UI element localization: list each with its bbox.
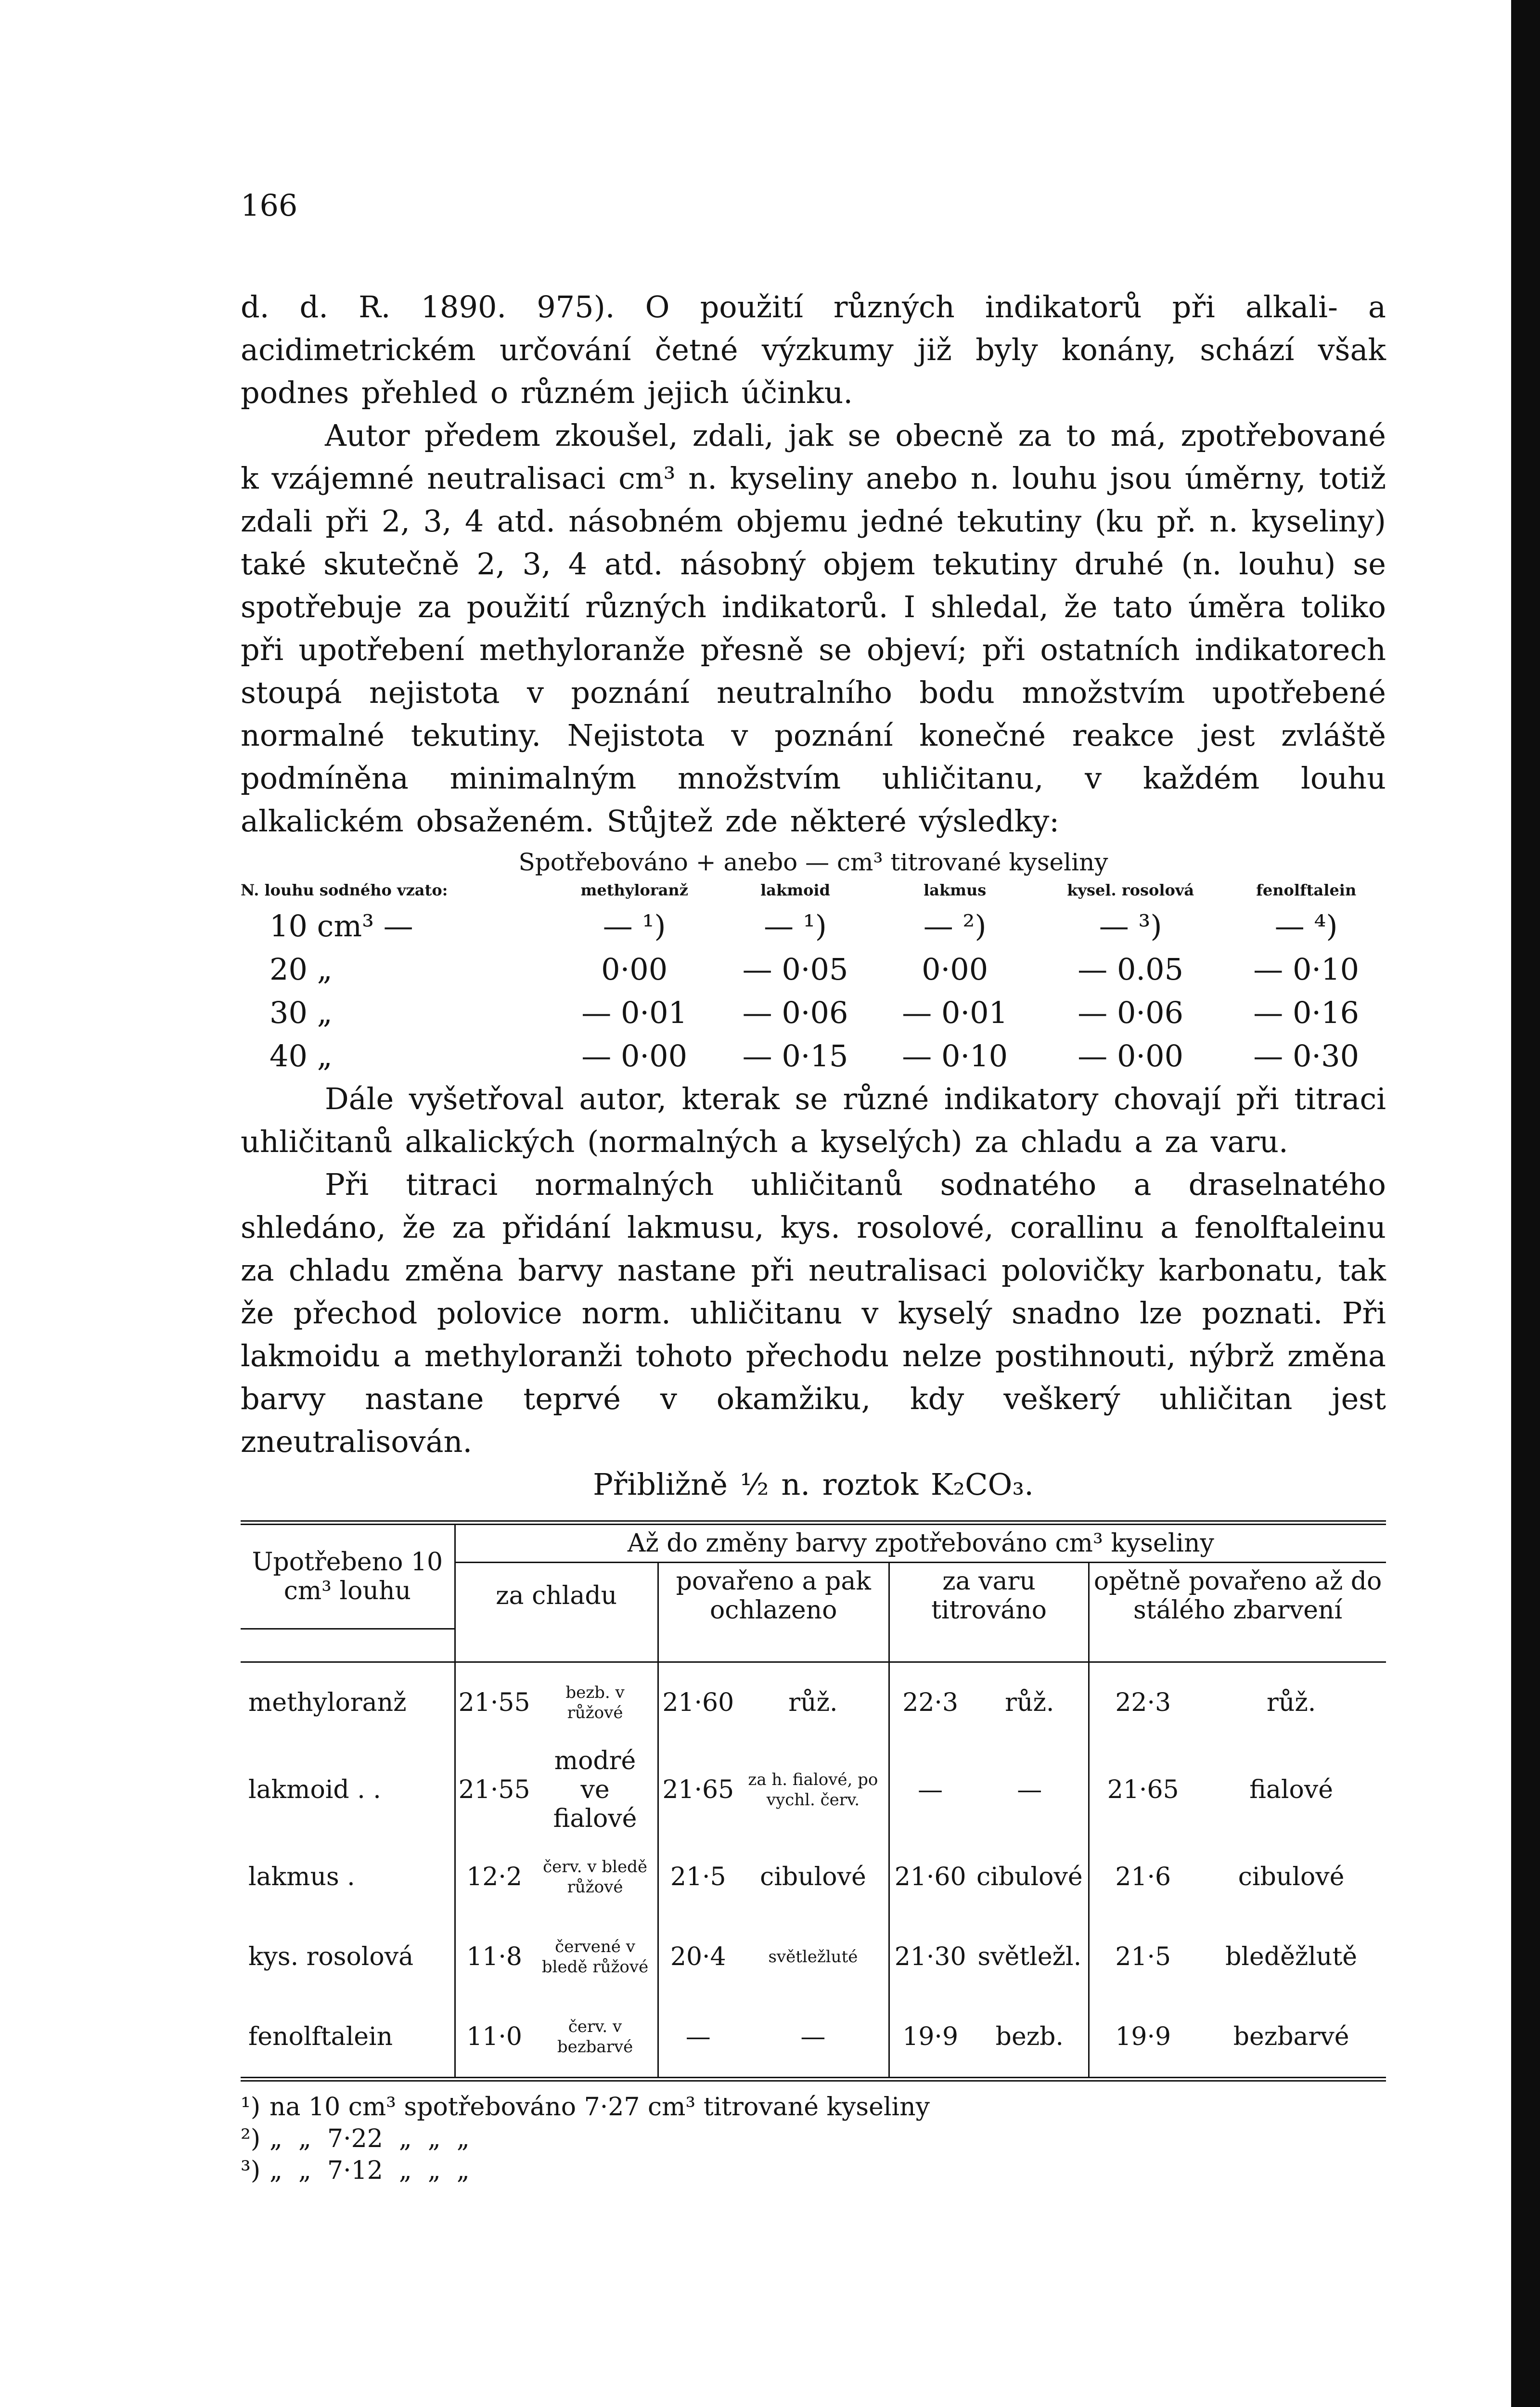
table2-cell: 20·4 <box>670 1942 726 1971</box>
table1-cell: — 0·05 <box>742 951 848 987</box>
table1-header-row <box>241 881 1386 904</box>
table2-cell: fialové <box>1249 1775 1333 1804</box>
table2-row-label: lakmus . <box>241 1837 455 1917</box>
table2-row <box>241 1662 1386 1743</box>
table2-cell: cibulové <box>1238 1862 1345 1891</box>
table2-row-label: fenolftalein <box>241 1997 455 2079</box>
table2-cell: — <box>738 1997 889 2079</box>
table2-cell: 21·6 <box>1115 1862 1171 1891</box>
table1-cell: — 0·30 <box>1253 1038 1360 1074</box>
footnote <box>241 2155 1386 2187</box>
table2-subheader: za varu titrováno <box>889 1563 1089 1629</box>
table1-cell: 0·00 <box>601 951 668 987</box>
footnote-text: na 10 cm³ spotřebováno 7·27 cm³ titrované kyseliny <box>270 2092 930 2122</box>
footnote <box>241 2091 1386 2123</box>
table2-cell: 21·5 <box>670 1862 726 1891</box>
paragraph-1: d. d. R. 1890. 975). O použití různých indikatorů při alkali- a acidimetrickém určování četné výzkumy již byly konány, schází však podnes přehled o různém jejich účinku. <box>241 289 1386 410</box>
table1-cell: 30 „ <box>270 995 333 1030</box>
table1-row <box>241 904 1386 947</box>
table2-cell: 21·65 <box>662 1775 734 1804</box>
footnote-text: „ „ 7·12 „ „ „ <box>270 2156 470 2185</box>
table1-cell: 20 „ <box>270 951 333 987</box>
table2-cell: světležluté <box>738 1917 889 1997</box>
table1-row <box>241 1034 1386 1077</box>
table2-cell: 21·55 <box>458 1775 530 1804</box>
table2-cell: 21·5 <box>1115 1942 1171 1971</box>
table1-cell: — 0.05 <box>1078 951 1184 987</box>
table1-cell: — ⁴) <box>1274 908 1338 944</box>
table1-cell: — 0·01 <box>581 995 688 1030</box>
footnote <box>241 2123 1386 2155</box>
table2-row-label: kys. rosolová <box>241 1917 455 1997</box>
paragraph-3: Dále vyšetřoval autor, kterak se různé indikatory chovají při titraci uhličitanů alkalických (normalných a kyselých) za chladu a za varu. <box>241 1081 1386 1159</box>
table2-cell: 22·3 <box>902 1688 959 1717</box>
table1-cell: — ¹) <box>603 908 666 944</box>
table2-cell: — <box>658 1997 738 2079</box>
table1-cell: — 0·10 <box>1253 951 1360 987</box>
table2-cell: — <box>918 1775 943 1804</box>
table2-cell: 21·30 <box>894 1942 966 1971</box>
table2-row-label: methyloranž <box>241 1662 455 1743</box>
footnote-mark: ²) <box>241 2124 261 2153</box>
table1-row <box>241 947 1386 991</box>
table2-row-label: lakmoid . . <box>241 1743 455 1837</box>
table1-header: methyloranž <box>580 881 688 899</box>
table2-cell: růž. <box>738 1662 889 1743</box>
table2-cell: růž. <box>971 1662 1089 1743</box>
table1-cell: — 0·00 <box>581 1038 688 1074</box>
table2-cell: 21·60 <box>894 1862 966 1891</box>
table1-cell: 10 cm³ — <box>270 908 413 944</box>
table2-cell: cibulové <box>738 1837 889 1917</box>
table2-cell: bezb. v růžové <box>533 1662 658 1743</box>
table2-spacer-row <box>241 1629 1386 1662</box>
footnote-text: „ „ 7·22 „ „ „ <box>270 2124 470 2153</box>
table1-cell: — 0·10 <box>902 1038 1008 1074</box>
table1-cell: — 0·16 <box>1253 995 1360 1030</box>
table2-group-header: Až do změny barvy zpotřebováno cm³ kyseliny <box>455 1523 1386 1563</box>
table2-cell: za h. fialové, po vychl. červ. <box>738 1743 889 1837</box>
table2-cell: 12·2 <box>466 1862 522 1891</box>
table2-row <box>241 1997 1386 2079</box>
table2-cell: 21·55 <box>458 1688 530 1717</box>
footnote-mark: ¹) <box>241 2092 261 2122</box>
table2-cell: 22·3 <box>1115 1688 1171 1717</box>
table2-row <box>241 1837 1386 1917</box>
table2-subheader: povařeno a pak ochlazeno <box>658 1563 889 1629</box>
table2-cell: 11·8 <box>466 1942 522 1971</box>
footnote-mark: ³) <box>241 2156 261 2185</box>
table1-cell: — 0·15 <box>742 1038 848 1074</box>
footnotes <box>241 2091 1386 2187</box>
table2-cell: 21·60 <box>662 1688 734 1717</box>
table1-cell: — ²) <box>923 908 987 944</box>
table2-cell: světležl. <box>971 1917 1089 1997</box>
table1-caption: Spotřebováno + anebo — cm³ titrované kyseliny <box>518 848 1108 876</box>
table2-corner-header: Upotřebeno 10 cm³ louhu <box>241 1523 455 1629</box>
table2-cell: růž. <box>1266 1688 1316 1717</box>
table2-cell: cibulové <box>971 1837 1089 1917</box>
table2-group-header-row <box>241 1523 1386 1563</box>
table2-cell: bezbarvé <box>1196 1997 1386 2079</box>
table1-cell: 0·00 <box>922 951 988 987</box>
table1-row <box>241 991 1386 1034</box>
table2-row <box>241 1743 1386 1837</box>
table2-caption: Přibližně ½ n. roztok K₂CO₃. <box>593 1467 1034 1502</box>
table2 <box>241 1520 1386 2082</box>
table2-cell: červ. v bledě růžové <box>533 1837 658 1917</box>
table1-cell: — 0·00 <box>1078 1038 1184 1074</box>
table2-cell: červené v bledě růžové <box>533 1917 658 1997</box>
table2-cell: 21·65 <box>1107 1775 1179 1804</box>
table2-cell: modré ve fialové <box>533 1743 658 1837</box>
table1-cell: — ¹) <box>764 908 827 944</box>
table1-cell: — ³) <box>1099 908 1162 944</box>
table1-header: fenolftalein <box>1256 881 1357 899</box>
table2-row <box>241 1917 1386 1997</box>
page-content <box>241 188 1386 2187</box>
table1-header: N. louhu sodného vzato: <box>241 881 448 899</box>
table2-cell: bezb. <box>971 1997 1089 2079</box>
table2-cell: bleděžlutě <box>1225 1942 1358 1971</box>
page-number: 166 <box>241 188 298 223</box>
table2-cell: — <box>971 1743 1089 1837</box>
table1-cell: — 0·06 <box>1078 995 1184 1030</box>
table1-header: lakmus <box>924 881 987 899</box>
paragraph-2: Autor předem zkoušel, zdali, jak se obecně za to má, zpotřebované k vzájemné neutralisaci cm³ n. kyseliny anebo n. louhu jsou úměrny, totiž zdali při 2, 3, 4 atd. násobném objemu jedné tekutiny (ku př. n. kyseliny) také skutečně 2, 3, 4 atd. násobný objem tekutiny druhé (n. louhu) se spotřebuje za použití různých indikatorů. I shledal, že tato úměra toliko při upotřebení methyloranže přesně se objeví; při ostatních indikatorech stoupá nejistota v poznání neutralního bodu množstvím upotřebené normalné tekutiny. Nejistota v poznání konečné reakce jest zvláště podmíněna minimalným množstvím uhličitanu, v každém louhu alkalickém obsaženém. Stůjtež zde některé výsledky: <box>241 418 1386 839</box>
table1-cell: 40 „ <box>270 1038 333 1074</box>
paragraph-4: Při titraci normalných uhličitanů sodnatého a draselnatého shledáno, že za přidání lakmusu, kys. rosolové, corallinu a fenolftaleinu za chladu změna barvy nastane při neutralisaci polovičky karbonatu, tak že přechod polovice norm. uhličitanu v kyselý snadno lze poznati. Při lakmoidu a methyloranži tohoto přechodu nelze postihnouti, nýbrž změna barvy nastane teprvé v okamžiku, kdy veškerý uhličitan jest zneutralisován. <box>241 1167 1386 1459</box>
table2-subheader: za chladu <box>455 1563 658 1629</box>
table1-header: lakmoid <box>760 881 830 899</box>
table1-cell: — 0·01 <box>902 995 1008 1030</box>
page-edge-shadow <box>1511 0 1540 2407</box>
table2-cell: 19·9 <box>1089 1997 1197 2079</box>
table1 <box>241 881 1386 1077</box>
table1-cell: — 0·06 <box>742 995 848 1030</box>
table2-cell: 19·9 <box>889 1997 971 2079</box>
table1-header: kysel. rosolová <box>1067 881 1194 899</box>
table2-cell: 11·0 <box>455 1997 533 2079</box>
table2-subheader: opětně povařeno až do stálého zbarvení <box>1093 1567 1382 1625</box>
table2-cell: červ. v bezbarvé <box>533 1997 658 2079</box>
